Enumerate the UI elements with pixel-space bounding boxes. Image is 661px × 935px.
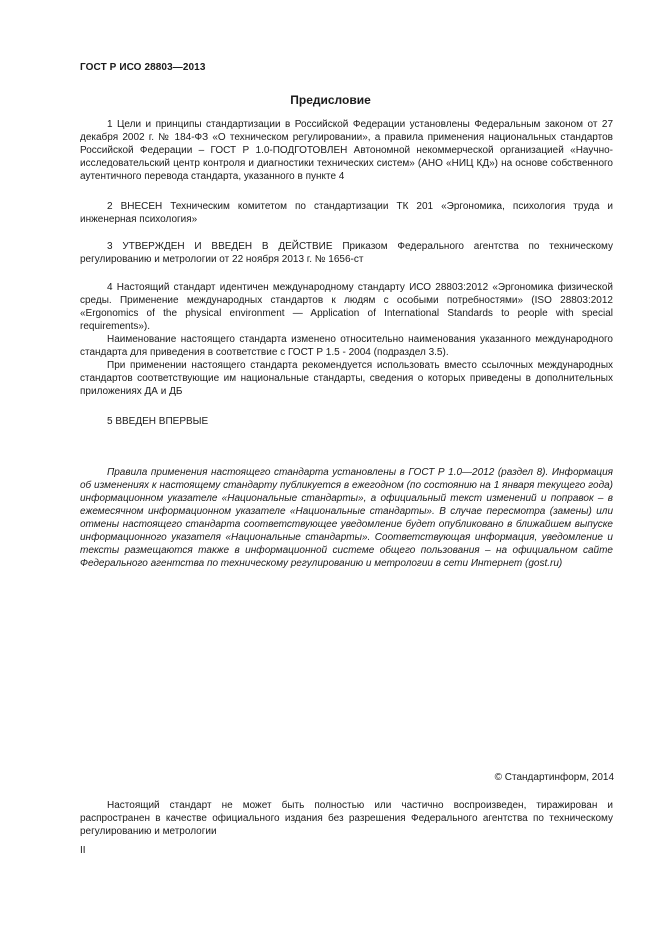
rules-notice-text: Правила применения настоящего стандарта установлены в ГОСТ Р 1.0—2012 (раздел 8). Информация об изменениях к настоящему стандарту публикуется в ежегодном (по состоянию на 1 января текущего года) информационном указателе «Национальные стандарты», а официальный текст изменений и поправок – в ежемесячном информационном указателе «Национальные стандарты». В случае пересмотра (замены) или отмены настоящего стандарта соответствующее уведомление будет опубликовано в ближайшем выпуске информационного указателя «Национальные стандарты». Соответствующая информация, уведомление и тексты размещаются также в информационной системе общего пользования – на официальном сайте Федерального агентства по техническому регулированию и метрологии в сети Интернет (gost.ru) [80,467,613,569]
page-title: Предисловие [290,93,371,107]
section-5-text: 5 ВВЕДЕН ВПЕРВЫЕ [107,416,209,427]
section-4-paragraph-1: 4 Настоящий стандарт идентичен международному стандарту ИСО 28803:2012 «Эргономика физической среды. Применение международных стандартов к людям с особыми потребностями» (ISO 28803:2012 «Ergonomics of the physical environment — Application of International Standards to people with special requirements»). [80,282,613,332]
section-3 [80,240,613,266]
section-1-text: 1 Цели и принципы стандартизации в Российской Федерации установлены Федеральным законом от 27 декабря 2002 г. № 184-ФЗ «О техническом регулировании», а правила применения национальных стандартов Российской Федерации – ГОСТ Р 1.0-ПОДГОТОВЛЕН Автономной некоммерческой организацией «Научно-исследовательский центр контроля и диагностики технических систем» (АНО «НИЦ КД») на основе собственного аутентичного перевода стандарта, указанного в пункте 4 [80,119,613,182]
reproduction-notice [80,799,613,838]
copyright-line: © Стандартинформ, 2014 [494,772,614,783]
section-1 [80,118,613,183]
section-4-paragraph-2: Наименование настоящего стандарта изменено относительно наименования указанного международного стандарта для приведения в соответствие с ГОСТ Р 1.5 - 2004 (подраздел 3.5). [80,334,613,358]
rules-notice [80,466,613,570]
document-id-header: ГОСТ Р ИСО 28803—2013 [80,62,206,73]
reproduction-notice-text: Настоящий стандарт не может быть полностью или частично воспроизведен, тиражирован и распространен в качестве официального издания без разрешения Федерального агентства по техническому регулированию и метрологии [80,800,613,837]
page-number: II [80,845,86,856]
section-5 [80,415,613,428]
section-3-text: 3 УТВЕРЖДЕН И ВВЕДЕН В ДЕЙСТВИЕ Приказом Федерального агентства по техническому регулированию и метрологии от 22 ноября 2013 г. № 1656-ст [80,241,613,265]
section-2-text: 2 ВНЕСЕН Техническим комитетом по стандартизации ТК 201 «Эргономика, психология труда и инженерная психология» [80,201,613,225]
section-4 [80,281,613,398]
section-2 [80,200,613,226]
section-4-paragraph-3: При применении настоящего стандарта рекомендуется использовать вместо ссылочных международных стандартов соответствующие им национальные стандарты, сведения о которых приведены в дополнительных приложениях ДА и ДБ [80,360,613,397]
